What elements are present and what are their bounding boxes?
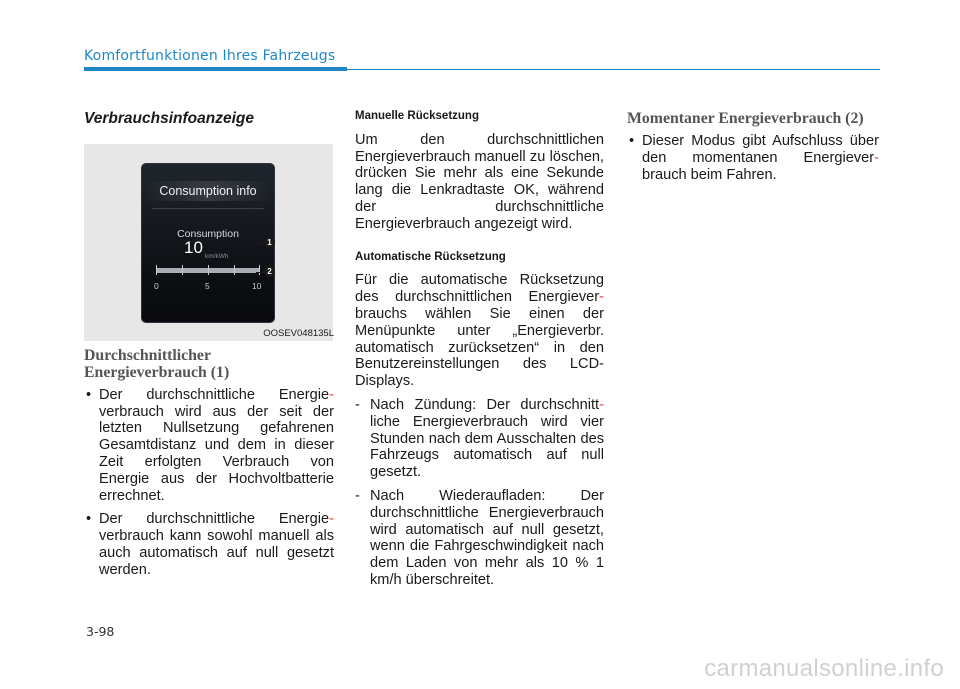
avg-consumption-list [84, 387, 334, 579]
gauge-tick [234, 265, 235, 275]
callout-1: 1 [264, 237, 275, 248]
page-number: 3-98 [86, 624, 115, 639]
main-heading: Verbrauchsinfoanzeige [84, 110, 254, 127]
display-title: Consumption info [142, 181, 274, 201]
list-item: • Dieser Modus gibt Aufschluss über den momentanen Energiever- brauch beim Fahren. [627, 133, 879, 183]
list-item: - Nach Wiederaufladen: Der durchschnittliche Energieverbrauch wird automatisch auf null gesetzt, wenn die Fahrgeschwindigkeit nach dem Laden von mehr als 10 % 1 km/h überschreitet. [355, 488, 604, 589]
gauge-tick [259, 265, 260, 275]
gauge-tick [208, 265, 209, 275]
gauge-label-0: 0 [154, 280, 159, 291]
list-item: - Nach Zündung: Der durchschnitt- liche Energieverbrauch wird vier Stunden nach dem Ausschalten des Fahrzeugs automatisch auf null gesetzt. [355, 397, 604, 481]
auto-reset-heading: Automatische Rücksetzung [355, 250, 506, 263]
column-middle [355, 108, 604, 596]
header-rule-thick [84, 67, 347, 71]
header-rule-thin [347, 69, 880, 71]
gauge-tick [156, 265, 157, 275]
list-item: • Der durchschnittliche Energie- verbrauch kann sowohl manuell als auch automatisch auf null gesetzt werden. [84, 511, 334, 578]
instant-consumption-list [627, 133, 879, 183]
instant-consumption-heading: Momentaner Energieverbrauch (2) [627, 110, 864, 127]
list-item: • Der durchschnittliche Energie- verbrauch wird aus der seit der letzten Nullsetzung gefahrenen Gesamtdistanz und dem in dieser Zeit erfolgten Verbrauch von Energie aus der Hochvoltbatterie errechnet. [84, 387, 334, 505]
gauge-tick [182, 265, 183, 275]
gauge-label-10: 10 [252, 280, 262, 291]
manual-reset-heading: Manuelle Rücksetzung [355, 110, 479, 122]
gauge-label-5: 5 [205, 280, 210, 291]
avg-consumption-heading: Durchschnittlicher Energieverbrauch (1) [84, 346, 230, 381]
consumption-label: Consumption [177, 227, 239, 240]
callout-2: 2 [264, 266, 275, 277]
auto-reset-list [355, 397, 604, 589]
section-title: Komfortfunktionen Ihres Fahrzeugs [84, 48, 336, 64]
watermark: carmanualsonline.info [704, 655, 944, 682]
display-divider [152, 208, 264, 209]
manual-reset-text: Um den durchschnittlichen Energieverbrauch manuell zu löschen, drücken Sie mehr als eine Sekunde lang die Lenkradtaste OK, während der durchschnittliche Energieverbrauch angezeigt wird. [355, 131, 604, 232]
auto-reset-text: Für die automatische Rücksetzung des durchschnittlichen Energiever- brauchs wählen Sie einen der Menüpunkte unter „Energieverbr. automatisch zurücksetzen“ in den Benutzereinstellungen des LCD-Displays. [355, 272, 604, 390]
consumption-unit: km/kWh [205, 252, 229, 260]
column-left [84, 108, 334, 586]
column-right [627, 108, 879, 190]
consumption-value: 10 [184, 237, 203, 257]
figure-code: OOSEV048135L [263, 327, 334, 339]
cluster-figure [84, 144, 333, 341]
